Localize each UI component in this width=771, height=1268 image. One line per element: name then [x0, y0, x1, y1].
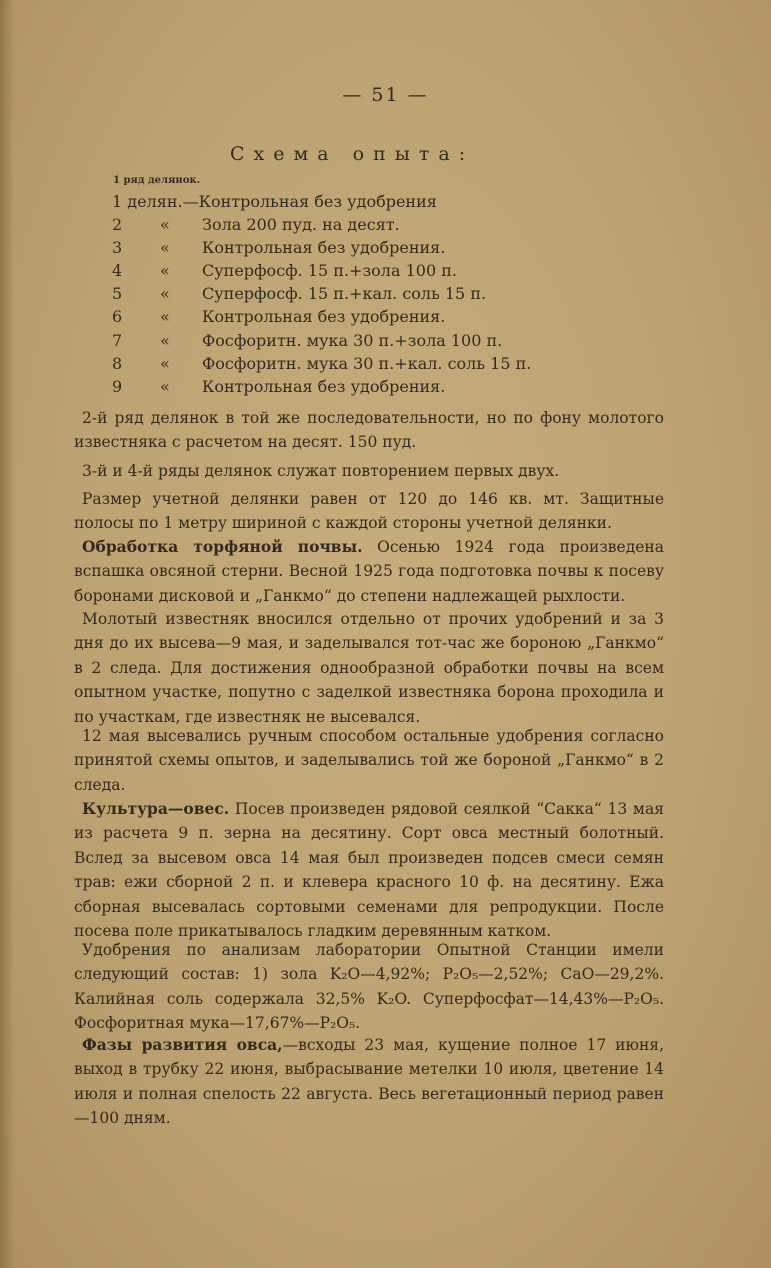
ditto-mark: « [160, 330, 170, 350]
paragraph-text: Молотый известняк вносился отдельно от прочих удобрений и за 3 дня до их высева—9 мая, и заделывался тот-час же бороною „Ганкмо“ в 2 следа. Для достижения однообразной обработки почвы на всем опытном участке, попутно с заделкой известняка борона проходила и по участкам, где известняк не высевался. [74, 610, 664, 726]
section-heading: Обработка торфяной почвы. [82, 537, 363, 556]
paragraph [74, 1033, 664, 1131]
paragraph [74, 938, 664, 1036]
paragraph-text: Посев произведен рядовой сеялкой “Сакка“ 13 мая из расчета 9 п. зерна на десятину. Сорт овса местный болотный. Вслед за высевом овса 14 мая был произведен подсев смеси семян трав: ежи сборной 2 п. и клевера красного 10 ф. на десятину. Ежа сборная высевалась сортовыми семенами для репродукции. После посева поле прикатывалось гладким деревянным катком. [74, 800, 664, 941]
plot-description: Фосфоритн. мука 30 п.+кал. соль 15 п. [202, 353, 532, 373]
ditto-mark: « [160, 238, 170, 258]
plot-prefix: 1 делян.— [112, 192, 199, 211]
paragraph-text: 12 мая высевались ручным способом остальные удобрения согласно принятой схемы опытов, и заделывались той же бороной „Ганкмо“ в 2 следа. [74, 727, 664, 794]
plot-description [112, 190, 437, 213]
plot-description: Суперфосф. 15 п.+зола 100 п. [202, 261, 457, 281]
paragraph [74, 535, 664, 608]
plot-number: 7 [112, 330, 123, 350]
paragraph [74, 607, 664, 729]
paragraph-text: 2-й ряд делянок в той же последовательности, но по фону молотого известняка с расчетом на десят. 150 пуд. [74, 409, 664, 452]
paragraph [74, 797, 664, 943]
paragraph [74, 487, 664, 536]
paragraph [74, 724, 664, 797]
row-label: 1 ряд делянок. [113, 175, 201, 186]
page-binding-shadow [0, 0, 14, 1268]
scheme-title: Схема опыта: [230, 143, 475, 165]
plot-description: Фосфоритн. мука 30 п.+зола 100 п. [202, 330, 503, 350]
ditto-mark: « [160, 376, 170, 396]
paragraph [74, 459, 664, 483]
section-heading: Фазы развития овса, [82, 1035, 283, 1054]
plot-number: 9 [112, 376, 123, 396]
paragraph-text: 3-й и 4-й ряды делянок служат повторением первых двух. [82, 462, 560, 480]
plot-description-text: Контрольная без удобрения [198, 192, 437, 211]
plot-number: 5 [112, 284, 123, 304]
paragraph-text: Осенью 1924 года произведена вспашка овсяной стерни. Весной 1925 года подготовка почвы к посеву боронами дисковой и „Ганкмо“ до степени надлежащей рыхлости. [74, 538, 664, 605]
paragraph [74, 406, 664, 455]
plot-number: 6 [112, 307, 123, 327]
ditto-mark: « [160, 307, 170, 327]
page-number: — 51 — [342, 84, 429, 106]
plot-description: Контрольная без удобрения. [202, 307, 446, 327]
paragraph-text: —всходы 23 мая, кущение полное 17 июня, выход в трубку 22 июня, выбрасывание метелки 10 июля, цветение 14 июля и полная спелость 22 августа. Весь вегетационный период равен—100 дням. [74, 1036, 665, 1128]
ditto-mark: « [160, 353, 170, 373]
section-heading: Культура—овес. [82, 799, 230, 818]
ditto-mark: « [160, 284, 170, 304]
paragraph-text: Размер учетной делянки равен от 120 до 146 кв. мт. Защитные полосы по 1 метру шириной с каждой стороны учетной делянки. [74, 490, 664, 533]
plot-description: Зола 200 пуд. на десят. [202, 215, 400, 235]
plot-description: Контрольная без удобрения. [202, 376, 446, 396]
ditto-mark: « [160, 215, 170, 235]
ditto-mark: « [160, 261, 170, 281]
plot-number: 3 [112, 238, 123, 258]
plot-number: 2 [112, 215, 123, 235]
plot-number: 4 [112, 261, 123, 281]
plot-number: 8 [112, 353, 123, 373]
plot-description: Суперфосф. 15 п.+кал. соль 15 п. [202, 284, 487, 304]
paragraph-text: Удобрения по анализам лаборатории Опытной Станции имели следующий состав: 1) зола K₂O—4,92%; P₂O₅—2,52%; CaO—29,2%. Калийная соль содержала 32,5% K₂O. Суперфосфат—14,43%—P₂O₅. Фосфоритная мука—17,67%—P₂O₅. [74, 941, 664, 1033]
plot-description: Контрольная без удобрения. [202, 238, 446, 258]
